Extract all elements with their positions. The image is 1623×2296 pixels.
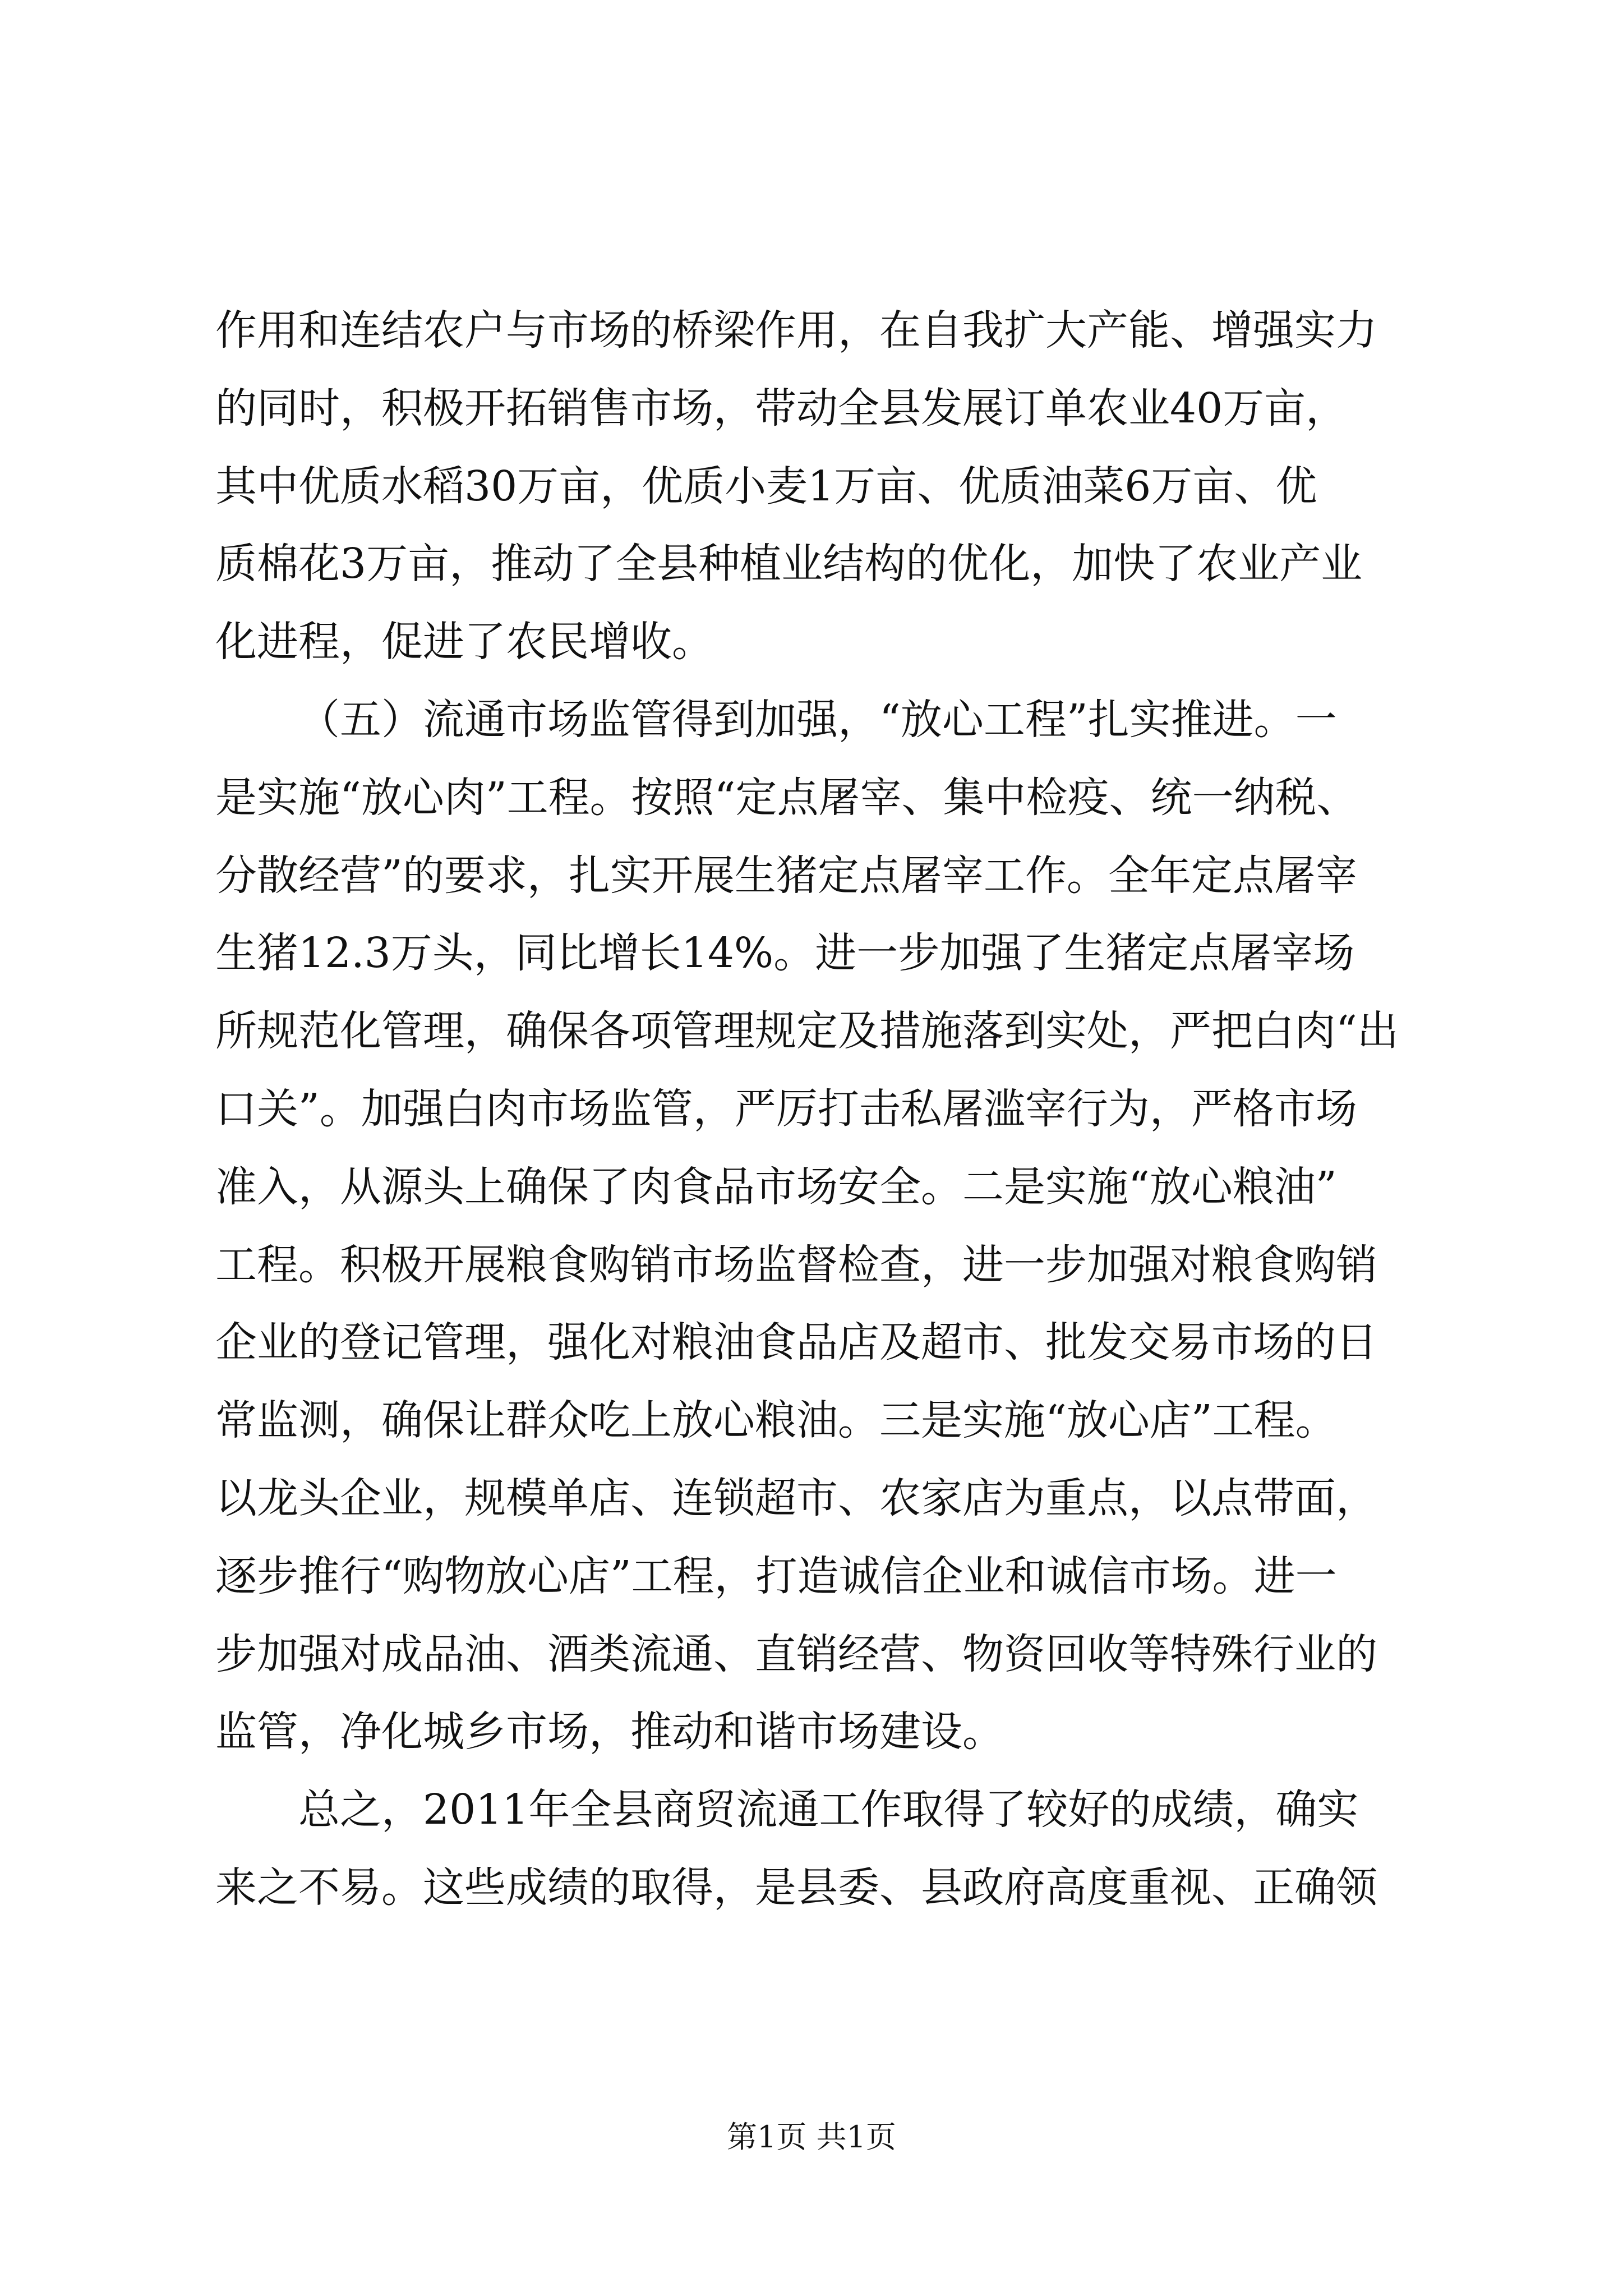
body-line: 化进程，促进了农民增收。 <box>215 618 713 666</box>
body-line: 来之不易。这些成绩的取得，是县委、县政府高度重视、正确领 <box>215 1863 1377 1912</box>
body-line: 准入，从源头上确保了肉食品市场安全。二是实施“放心粮油” <box>215 1162 1337 1211</box>
body-line: 常监测，确保让群众吃上放心粮油。三是实施“放心店”工程。 <box>215 1396 1337 1445</box>
body-line: 质棉花3万亩，推动了全县种植业结构的优化，加快了农业产业 <box>215 540 1363 588</box>
body-line: 分散经营”的要求，扎实开展生猪定点屠宰工作。全年定点屠宰 <box>215 851 1357 900</box>
body-line: 监管，净化城乡市场，推动和谐市场建设。 <box>215 1708 1004 1756</box>
body-line: 以龙头企业，规模单店、连锁超市、农家店为重点，以点带面， <box>215 1474 1377 1522</box>
body-line: 企业的登记管理，强化对粮油食品店及超市、批发交易市场的日 <box>215 1318 1377 1367</box>
body-line: 作用和连结农户与市场的桥梁作用，在自我扩大产能、增强实力 <box>215 306 1377 355</box>
page-footer: 第1页 共1页 <box>727 2119 896 2155</box>
body-line: 工程。积极开展粮食购销市场监督检查，进一步加强对粮食购销 <box>215 1240 1377 1289</box>
body-line: 口关”。加强白肉市场监管，严厉打击私屠滥宰行为，严格市场 <box>215 1084 1357 1133</box>
body-line: 所规范化管理，确保各项管理规定及措施落到实处，严把白肉“出 <box>215 1007 1399 1056</box>
body-line: 步加强对成品油、酒类流通、直销经营、物资回收等特殊行业的 <box>215 1630 1377 1678</box>
document-body <box>215 292 1421 1927</box>
body-line: 生猪12.3万头，同比增长14%。进一步加强了生猪定点屠宰场 <box>215 929 1355 978</box>
paragraph-start-line: （五）流通市场监管得到加强，“放心工程”扎实推进。一 <box>298 695 1337 744</box>
body-line: 逐步推行“购物放心店”工程，打造诚信企业和诚信市场。进一 <box>215 1552 1337 1600</box>
body-line: 其中优质水稻30万亩，优质小麦1万亩、优质油菜6万亩、优 <box>215 462 1317 510</box>
paragraph-start-line: 总之，2011年全县商贸流通工作取得了较好的成绩，确实 <box>298 1786 1359 1834</box>
body-line: 是实施“放心肉”工程。按照“定点屠宰、集中检疫、统一纳税、 <box>215 773 1358 822</box>
body-line: 的同时，积极开拓销售市场，带动全县发展订单农业40万亩， <box>215 384 1348 432</box>
